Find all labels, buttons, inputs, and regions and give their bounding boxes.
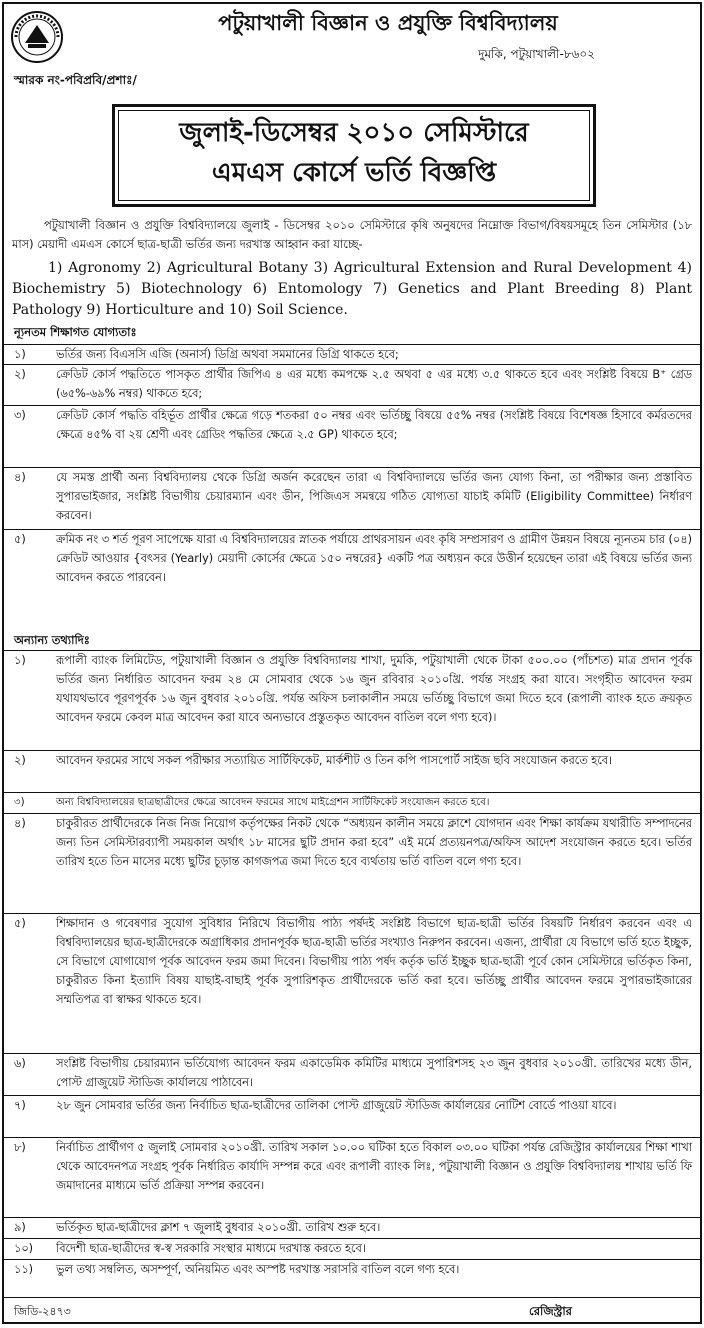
headline-line-1: জুলাই-ডিসেম্বর ২০১০ সেমিস্টারে [179, 118, 529, 148]
list-item [4, 1238, 700, 1259]
list-item [4, 913, 700, 1053]
list-item [4, 813, 700, 913]
item-number: ৩) [14, 409, 26, 422]
subject-list [12, 258, 692, 321]
item-text: ক্রেডিট কোর্স পদ্ধতিতে পাসকৃত প্রার্থীর জিপিএ ৪ এর মধ্যে কমপক্ষে ২.৫ অথবা ৫ এর মধ্যে ৩.৫ থাকতে হবে এবং সংশ্লিষ্ট বিষয়ে B⁺ গ্রেড (৬৫%-৬৯% নম্বর) থাকতে হবে; [56, 368, 692, 400]
university-logo [10, 10, 64, 64]
item-text: ক্রেডিট কোর্স পদ্ধতি বহির্ভূত প্রার্থীর ক্ষেত্রে গড়ে শতকরা ৫০ নম্বর এবং ভর্তিচ্ছু বিষয়ে ৫৫% নম্বর (সংশ্লিষ্ট বিষয়ে বিশেষজ্ঞ হিসাবে কর্মরতদের ক্ষেত্রে ৪৫% বা ২য় শ্রেণী এবং গ্রেডিং পদ্ধতির ক্ষেত্রে ২.৫ GP) থাকতে হবে; [56, 409, 692, 441]
list-item [4, 364, 700, 405]
memo-number: স্মারক নং-পবিপ্রবি/প্রশাঃ/ [14, 73, 137, 87]
item-text: ক্রমিক নং ৩ শর্ত পূরণ সাপেক্ষে যারা এ বিশ্ববিদ্যালয়ের স্নাতক পর্যায়ে প্রাথরসায়ন এবং কৃষি সম্প্রসারণ ও গ্রামীণ উন্নয়ন বিষয়ে ন্যূনতম চার (০৪) ক্রেডিট আওয়ার {বৎসর (Yearly) মেয়াদী কোর্সের ক্ষেত্রে ১৫০ নম্বরের} একটি পত্র অধ্যয়ন করে উত্তীর্ন হয়েছেন তারা এই বিষয়ে ভর্তির জন্য আবেদন করতে পারবেন। [56, 533, 692, 584]
list-item [4, 1053, 700, 1095]
item-number: ১০) [14, 1242, 34, 1255]
list-item [4, 650, 700, 750]
list-item [4, 344, 700, 364]
item-number: ৩) [14, 797, 25, 808]
item-text: নির্বাচিত প্রার্থীগণ ৫ জুলাই সোমবার ২০১০খ্রী. তারিখ সকাল ১০.০০ ঘটিকা হতে বিকাল ০৩.০০ ঘটিকা পর্যন্ত রেজিস্ট্রার কার্যালয়ের শিক্ষা শাখা থেকে আবেদনপত্র সংগ্রহ পূর্বক নির্ধারিত কার্যাদি সম্পন্ন করে এবং রূপালী ব্যাংক লিঃ, পটুয়াখালী বিজ্ঞান ও প্রযুক্তি বিশ্ববিদ্যালয় শাখায় ভর্তি ফি জমাদানের মাধ্যমে ভর্তি প্রক্রিয়া সম্পন্ন করবেন। [56, 1141, 692, 1192]
list-item [4, 405, 700, 467]
notice-headline [112, 104, 596, 207]
item-text: ২৮ জুন সোমবার ভর্তির জন্য নির্বাচিত ছাত্র-ছাত্রীদের তালিকা পোস্ট গ্রাজুয়েট স্টাডিজ কার্যালয়ের নোটিশ বোর্ডে পাওয়া যাবে। [56, 1099, 617, 1112]
qualification-heading: ন্যূনতম শিক্ষাগত যোগ্যতাঃ [14, 325, 137, 339]
item-number: ৪) [14, 471, 26, 484]
item-text: ভর্তির জন্য বিএসসি এজি (অনার্স) ডিগ্রি অথবা সমমানের ডিগ্রি থাকতে হবে; [56, 348, 399, 361]
list-item [4, 1137, 700, 1217]
other-info-heading: অন্যান্য তথ্যাদিঃ [14, 633, 90, 647]
list-item [4, 1217, 700, 1238]
item-number: ৭) [14, 1099, 26, 1112]
item-text: রূপালী ব্যাংক লিমিটেড, পটুয়াখালী বিজ্ঞান ও প্রযুক্তি বিশ্ববিদ্যালয় শাখা, দুমকি, পটুয়াখালী থেকে টাকা ৫০০.০০ (পাঁচশত) মাত্র প্রদান পূর্বক ভর্তির জন্য নির্ধারিত আবেদন ফরম ২৪ মে সোমবার থেকে ১৬ জুন রবিবার ২০১০খ্রি. পর্যন্ত সংগ্রহ করা যাবে। সংগৃহীত আবেদন ফরম যথাযথভাবে পূরণপূর্বক ১৬ জুন বুধবার ২০১০খ্রি. পর্যন্ত অফিস চলাকালীন সময়ে ভর্তিচ্ছু বিভাগে জমা দিতে হবে (রূপালী ব্যাংক হতে ক্রয়কৃত আবেদন ফরমে কেবল মাত্র আবেদন করা যাবে অন্যভাবে প্রস্তুতকৃত আবেদন বাতিল বলে গণ্য হবে)। [56, 654, 692, 724]
item-text: ভুল তথ্য সম্বলিত, অসম্পূর্ণ, অনিয়মিত এবং অস্পষ্ট দরখাস্ত সরাসরি বাতিল বলে গণ্য হবে। [56, 1263, 460, 1276]
item-text: চাকুরীরত প্রার্থীদেরকে নিজ নিজ নিয়োগ কর্তৃপক্ষের নিকট থেকে “অধ্যয়ন কালীন সময়ে ক্লাশে যোগদান এবং শিক্ষা কার্যক্রম যথারীতি সম্পাদনের জন্য তিন সেমিস্টারব্যাপী সময়কাল অর্থাৎ ১৮ মাসের ছুটি প্রদান করা হবে” এই মর্মে প্রত্যয়নপত্র/অফিস আদেশ সংযোজন করতে হবে। ভর্তির তারিখ হতে তিন মাসের মধ্যে ছুটির চূড়ান্ত কাগজপত্র জমা দিতে হবে ব্যর্থতায় ভর্তি বাতিল বলে গণ্য হবে। [56, 817, 692, 868]
item-text: ভর্তিকৃত ছাত্র-ছাত্রীদের ক্লাশ ৭ জুলাই বুধবার ২০১০খ্রী. তারিখ শুরু হবে। [56, 1221, 381, 1234]
intro-text: পটুয়াখালী বিজ্ঞান ও প্রযুক্তি বিশ্ববিদ্যালয়ে জুলাই - ডিসেম্বর ২০১০ সেমিস্টারে কৃষি অনুষদের নিম্নোক্ত বিভাগ/বিষয়সমূহে তিন সেমিস্টার (১৮ মাস) মেয়াদী এমএস কোর্সে ছাত্র-ছাত্রী ভর্তির জন্য দরখাস্ত আহ্বান করা যাচ্ছে- [12, 218, 692, 251]
item-text: আবেদন ফরমের সাথে সকল পরীক্ষার সত্যায়িত সার্টিফিকেট, মার্কশীট ও তিন কপি পাসপোর্ট সাইজ ছবি সংযোজন করতে হবে। [56, 754, 613, 767]
item-number: ১) [14, 348, 26, 361]
subject-text: 1) Agronomy 2) Agricultural Botany 3) Agricultural Extension and Rural Development 4) Biochemistry 5) Biotechnology 6) Entomology 7) Genetics and Plant Breeding 8) Plant Pathology 9) Horticulture and 10) Soil Science. [12, 260, 692, 318]
intro-paragraph [12, 216, 692, 254]
item-text: শিক্ষাদান ও গবেষণার সুযোগ সুবিধার নিরিখে বিভাগীয় পাঠ্য পর্ষদই সংশ্লিষ্ট বিভাগে ছাত্র-ছাত্রী ভর্তির বিষয়টি নির্ধারণ করবেন এবং এ বিশ্ববিদ্যালয়ের ছাত্র-ছাত্রীদেরকে অগ্রাধিকার প্রদানপূর্বক ছাত্র-ছাত্রী ভর্তির সংখ্যাও নিরুপন করবেন। এজন্য, প্রার্থীরা যে বিভাগে ভর্তি হতে ইচ্ছুক, সে বিভাগে যোগাযোগ পূর্বক আবেদন ফরম জমা দিবেন। বিভাগীয় পাঠ্য পর্ষদ কর্তৃক ভর্তি ইচ্ছুক ছাত্র-ছাত্রী পূর্বে কোন সেমিস্টারে ভর্তিকৃত কিনা, চাকুরীরত কিনা ইত্যাদি বিষয় যাছাই-বাছাই পূর্বক সুপারিশকৃত প্রার্থীদেরকে ভর্তি করা হবে। ভর্তিচ্ছু প্রার্থীর আবেদন ফরমে সুপারভাইজারের সম্মতিপত্র বা স্বাক্ষর থাকতে হবে। [56, 917, 692, 1006]
item-text: সংশ্লিষ্ট বিভাগীয় চেয়ারম্যান ভর্তিযোগ্য আবেদন ফরম একাডেমিক কমিটির মাধ্যমে সুপারিশসহ ২৩ জুন বুধবার ২০১০খ্রী. তারিখের মধ্যে ডীন, পোস্ট গ্রাজুয়েট স্টাডিজ কার্যালয়ে পাঠাবেন। [56, 1057, 692, 1089]
item-number: ৬) [14, 1057, 26, 1070]
other-info-list [4, 650, 700, 1280]
item-text: যে সমস্ত প্রার্থী অন্য বিশ্ববিদ্যালয় থেকে ডিগ্রি অর্জন করেছেন তারা এ বিশ্ববিদ্যালয়ে ভর্তির জন্য যোগ্য কিনা, তা পরীক্ষার জন্য প্রস্তাবিত সুপারভাইজার, সংশ্লিষ্ট বিভাগীয় চেয়ারম্যান এবং ডীন, পিজিএস সমন্বয়ে গঠিত যোগ্যতা যাচাই কমিটি (Eligibility Committee) নির্ধারণ করবেন। [56, 471, 692, 522]
item-text: অন্য বিশ্ববিদ্যালয়ের ছাত্রছাত্রীদের ক্ষেত্রে আবেদন ফরমের সাথে মাইগ্রেশন সার্টিফিকেট সংযোজন করতে হবে। [56, 797, 490, 808]
item-number: ১) [14, 654, 26, 667]
headline-line-2: এমএস কোর্সে ভর্তি বিজ্ঞপ্তি [211, 158, 497, 188]
list-item [4, 1095, 700, 1137]
footer-divider [4, 1297, 700, 1298]
admission-notice [2, 2, 702, 1324]
signatory: রেজিস্ট্রার [529, 1304, 572, 1318]
item-number: ১১) [14, 1263, 34, 1276]
list-item [4, 750, 700, 792]
list-item [4, 467, 700, 529]
item-number: ৫) [14, 917, 26, 930]
university-title: পটুয়াখালী বিজ্ঞান ও প্রযুক্তি বিশ্ববিদ্যালয় [218, 11, 558, 35]
item-number: ৫) [14, 533, 26, 546]
list-item [4, 792, 700, 813]
university-address: দুমকি, পটুয়াখালী-৮৬০২ [478, 47, 595, 61]
qualification-list [4, 344, 700, 591]
list-item [4, 1259, 700, 1280]
item-number: ৯) [14, 1221, 26, 1234]
item-number: ২) [14, 368, 26, 381]
item-number: ৮) [14, 1141, 26, 1154]
item-text: বিদেশী ছাত্র-ছাত্রীদের স্ব-স্ব সরকারি সংস্থার মাধ্যমে দরখাস্ত করতে হবে। [56, 1242, 366, 1255]
list-item [4, 529, 700, 591]
item-number: ৪) [14, 817, 26, 830]
reference-number: জিডি-২৪৭৩ [14, 1305, 71, 1318]
item-number: ২) [14, 754, 26, 767]
